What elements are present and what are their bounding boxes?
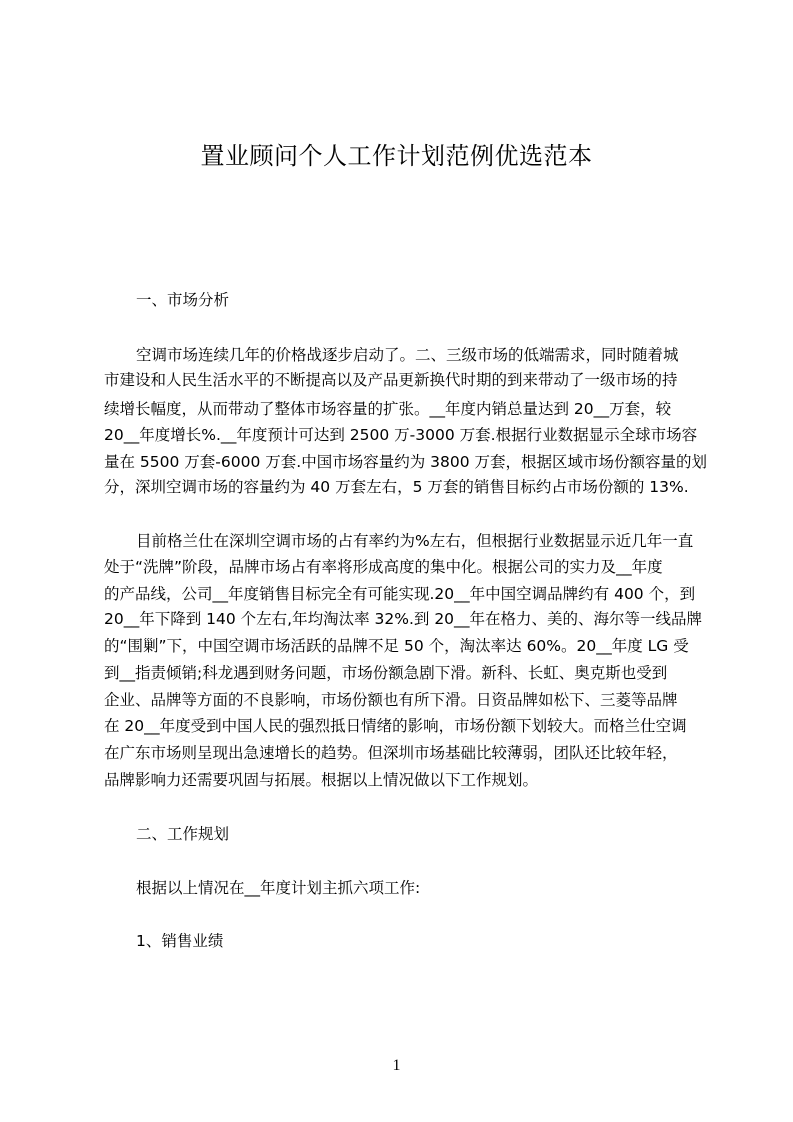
paragraph-line: 续增长幅度，从而带动了整体市场容量的扩张。__年度内销总量达到 20__万套，较 <box>104 400 672 418</box>
paragraph-line: 市建设和人民生活水平的不断提高以及产品更新换代时期的到来带动了一级市场的持 <box>104 371 678 389</box>
paragraph-line: 分，深圳空调市场的容量约为 40 万套左右，5 万套的销售目标约占市场份额的 13%. <box>104 478 689 496</box>
paragraph-line: 在 20__年度受到中国人民的强烈抵日情绪的影响，市场份额下划较大。而格兰仕空调 <box>104 717 687 735</box>
paragraph-line: 的“围剿”下，中国空调市场活跃的品牌不足 50 个，淘汰率达 60%。20__年度 LG 受 <box>104 637 689 655</box>
paragraph-line: 空调市场连续几年的价格战逐步启动了。二、三级市场的低端需求，同时随着城 <box>136 346 679 364</box>
work-plan-item-sales: 1、销售业绩 <box>136 932 224 950</box>
paragraph-line: 在广东市场则呈现出急速增长的趋势。但深圳市场基础比较薄弱，团队还比较年轻， <box>104 744 678 762</box>
work-plan-intro: 根据以上情况在__年度计划主抓六项工作: <box>136 879 421 897</box>
paragraph-line: 量在 5500 万套-6000 万套.中国市场容量约为 3800 万套，根据区域市场份额容量的划 <box>104 453 707 471</box>
paragraph-line: 处于“洗牌”阶段，品牌市场占有率将形成高度的集中化。根据公司的实力及__年度 <box>104 558 663 576</box>
paragraph-line: 目前格兰仕在深圳空调市场的占有率约为%左右，但根据行业数据显示近几年一直 <box>136 532 694 550</box>
page-number: 1 <box>392 1057 401 1074</box>
paragraph-line: 企业、品牌等方面的不良影响，市场份额也有所下滑。日资品牌如松下、三菱等品牌 <box>104 691 678 709</box>
paragraph-line: 20__年度增长%.__年度预计可达到 2500 万-3000 万套.根据行业数据显示全球市场容 <box>104 426 698 444</box>
paragraph-line: 的产品线，公司__年度销售目标完全有可能实现.20__年中国空调品牌约有 400 个，到 <box>104 585 696 603</box>
paragraph-line: 到__指责倾销;科龙遇到财务问题，市场份额急剧下滑。新科、长虹、奥克斯也受到 <box>104 664 668 682</box>
section-heading-work-plan: 二、工作规划 <box>136 825 230 843</box>
paragraph-line: 品牌影响力还需要巩固与拓展。根据以上情况做以下工作规划。 <box>104 771 539 789</box>
document-title: 置业顾问个人工作计划范例优选范本 <box>200 142 593 170</box>
section-heading-market-analysis: 一、市场分析 <box>136 291 230 309</box>
paragraph-line: 20__年下降到 140 个左右,年均淘汰率 32%.到 20__年在格力、美的、海尔等一线品牌 <box>104 610 703 628</box>
